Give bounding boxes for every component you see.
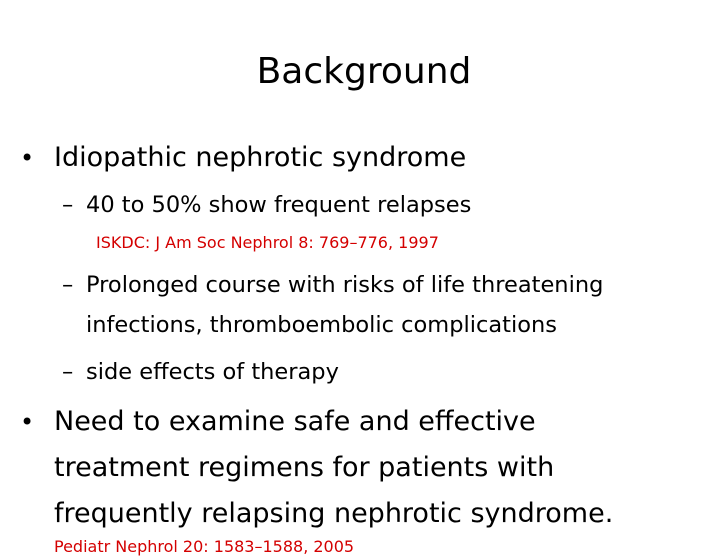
sub-bullet-text: infections, thromboembolic complications (86, 312, 557, 338)
bullet-text: frequently relapsing nephrotic syndrome. (54, 498, 614, 529)
slide-title: Background (256, 51, 472, 92)
dash-icon: – (62, 359, 74, 385)
bullet-text: Idiopathic nephrotic syndrome (54, 142, 467, 173)
dash-icon: – (62, 272, 74, 298)
bullet-icon: • (20, 144, 35, 172)
dash-icon: – (62, 192, 74, 218)
bullet-icon: • (20, 408, 35, 436)
citation-cut-off: Pediatr Nephrol 20: 1583–1588, 2005 (54, 537, 355, 556)
citation: ISKDC: J Am Soc Nephrol 8: 769–776, 1997 (96, 233, 439, 252)
bullet-text: Need to examine safe and effective (54, 406, 536, 437)
sub-bullet-text: 40 to 50% show frequent relapses (86, 192, 472, 218)
sub-bullet-text: side effects of therapy (86, 359, 339, 385)
bullet-text: treatment regimens for patients with (54, 452, 555, 483)
sub-bullet-text: Prolonged course with risks of life threatening (86, 272, 604, 298)
